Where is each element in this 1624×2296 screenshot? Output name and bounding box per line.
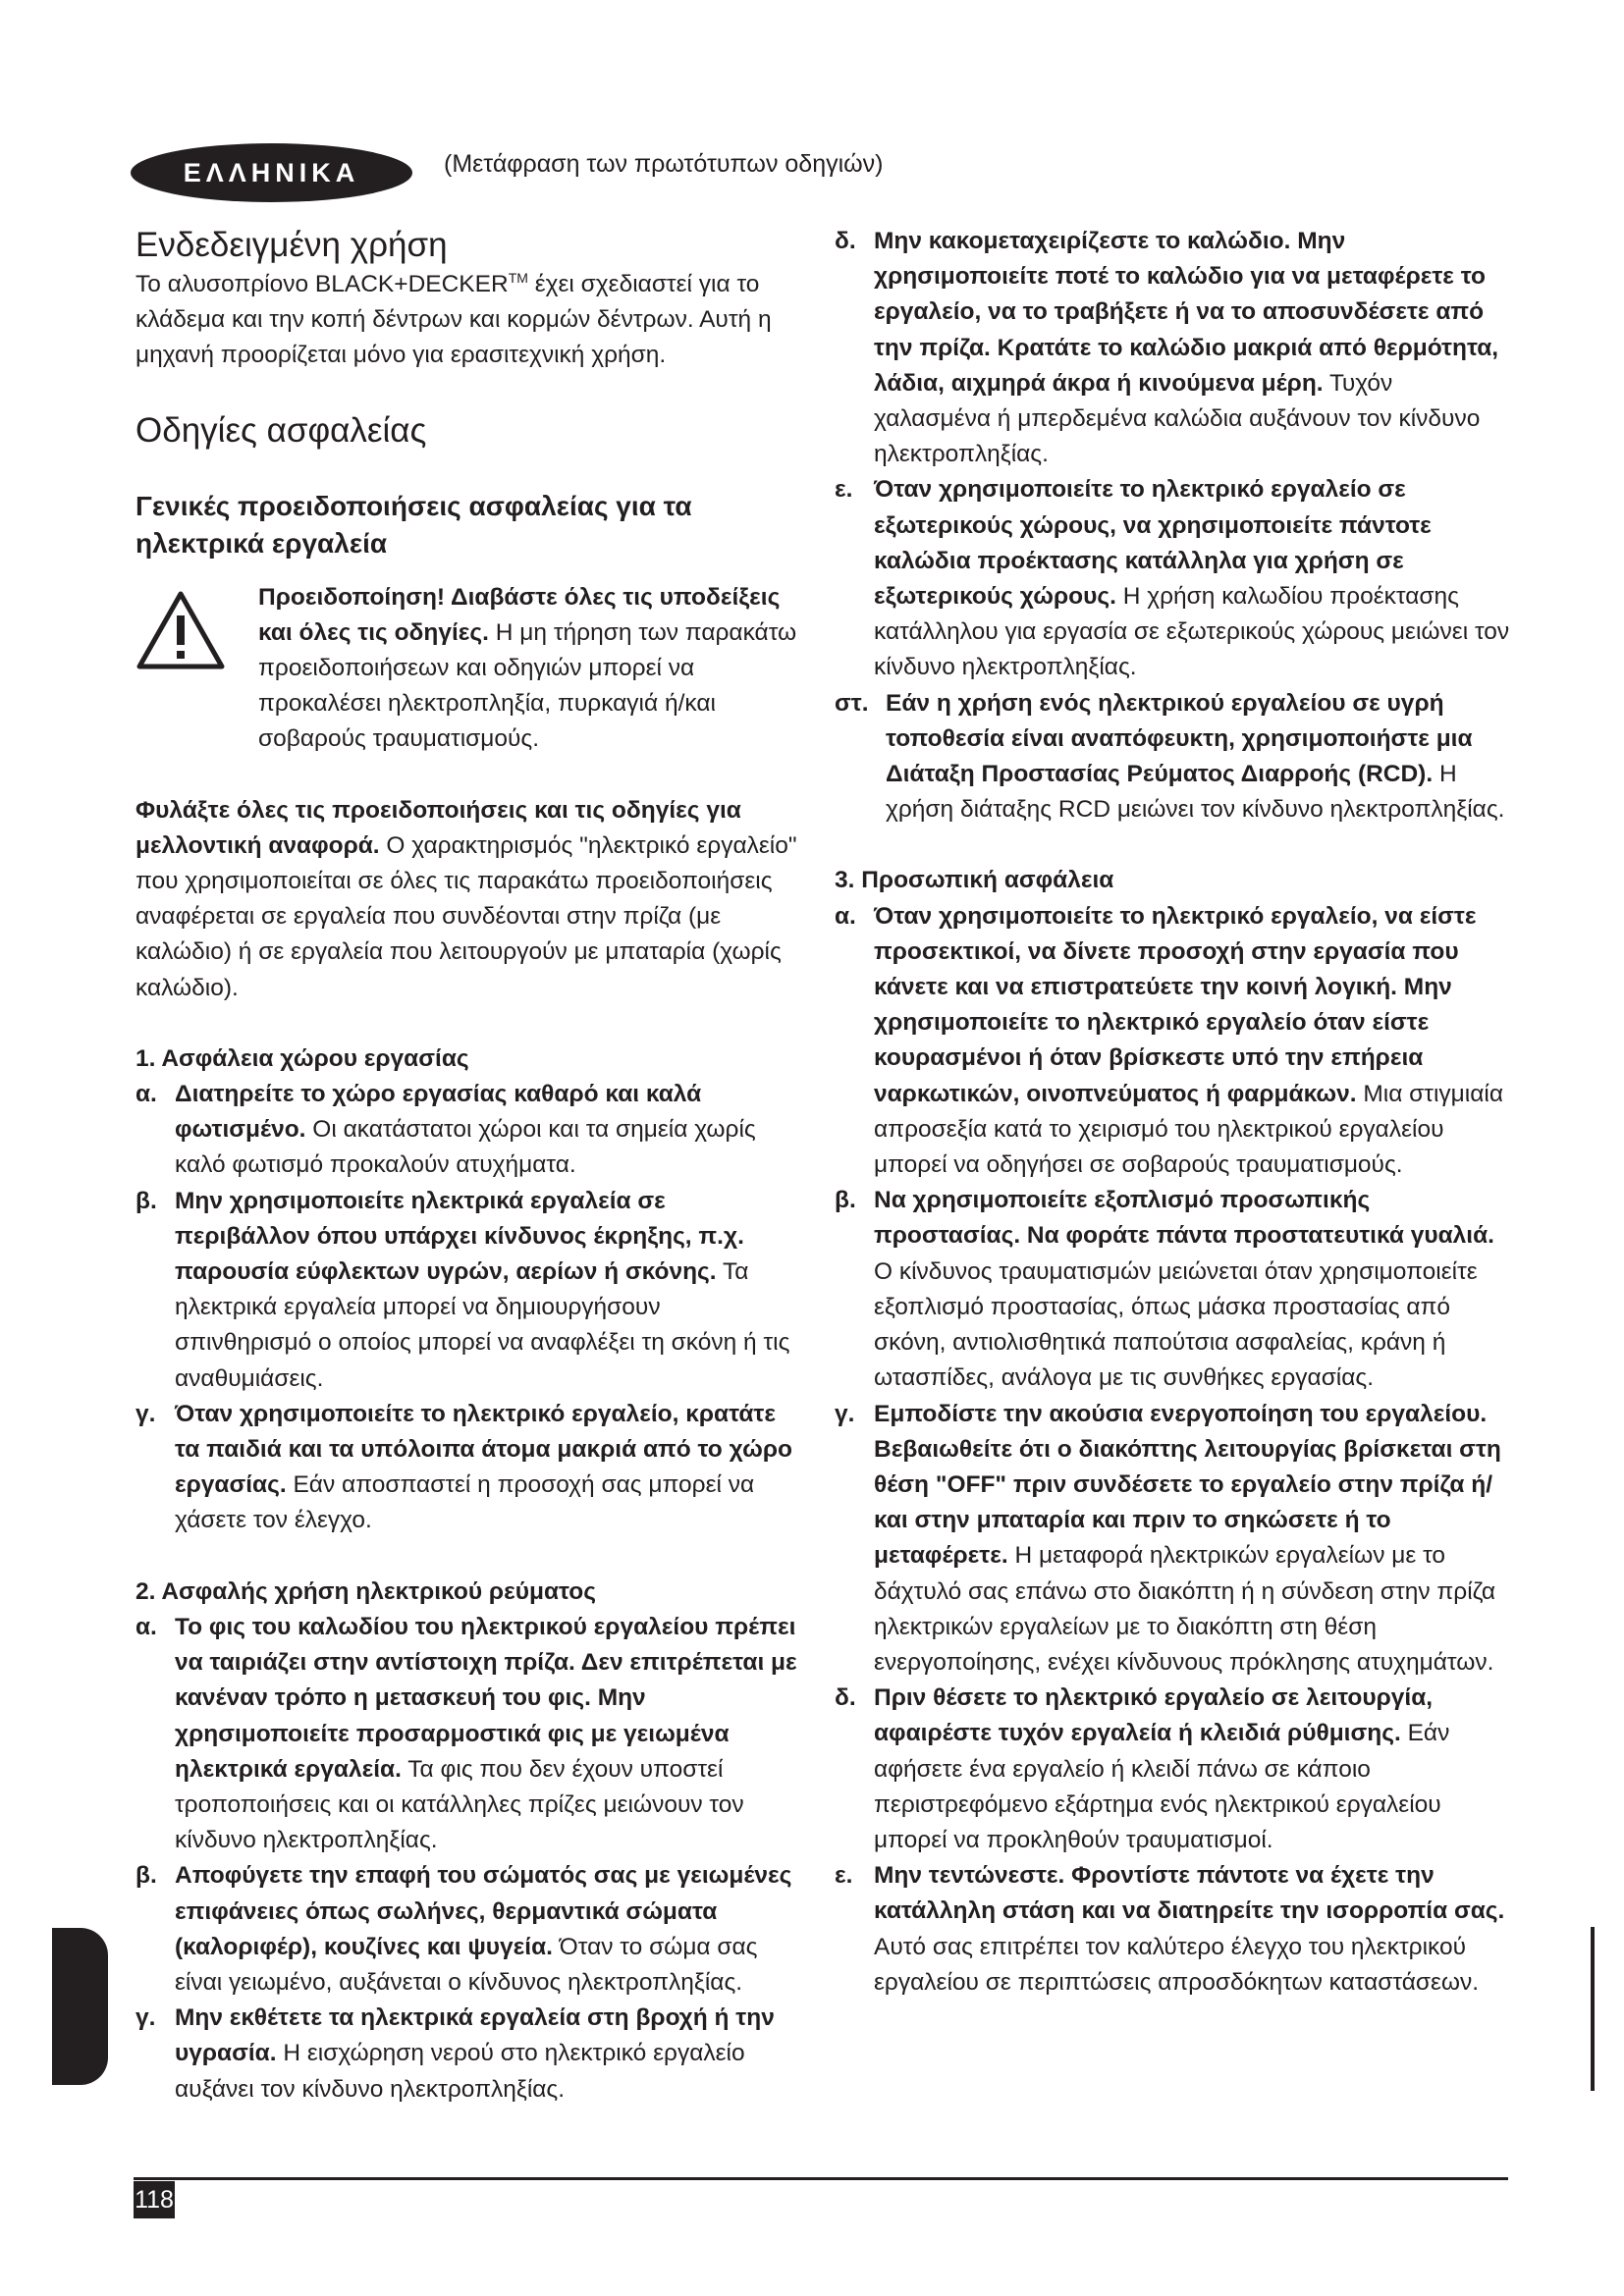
intended-use-title: Ενδεδειγμένη χρήση [135, 226, 448, 264]
page-number: 118 [134, 2181, 175, 2218]
language-badge [131, 143, 412, 202]
list-item: ε. Μην τεντώνεστε. Φροντίστε πάντοτε να έχετε την κατάλληλη στάση και να διατηρείτε την ισορροπία σας. Αυτό σας επιτρέπει τον καλύτερο έλεγχο του ηλεκτρικού εργαλείου σε περιπτώσεις απροσδόκητων καταστάσεων. [835, 1862, 1505, 1996]
section-1-title: 1. Ασφάλεια χώρου εργασίας [135, 1044, 469, 1072]
list-item: α. Διατηρείτε το χώρο εργασίας καθαρό και καλά φωτισμένο. Οι ακατάστατοι χώροι και τα σημεία χωρίς καλό φωτισμό προκαλούν ατυχήματα. [135, 1081, 756, 1179]
left-column [135, 224, 803, 2108]
margin-bar [1591, 1927, 1595, 2091]
footer-rule [134, 2177, 1508, 2180]
keep-instructions-text: Φυλάξτε όλες τις προειδοποιήσεις και τις οδηγίες για μελλοντική αναφορά. Ο χαρακτηρισμός "ηλεκτρικό εργαλείο" που χρησιμοποιείται σε όλες τις παρακάτω προειδοποιήσεις αναφέρεται σε εργαλεία που συνδέονται στην πρίζα (με καλώδιο) ή σε εργαλεία που λειτουργούν με μπαταρία (χωρίς καλώδιο). [135, 796, 797, 1001]
warning-block [135, 580, 803, 758]
safety-title: Οδηγίες ασφαλείας [135, 410, 427, 450]
list-item: γ. Όταν χρησιμοποιείτε το ηλεκτρικό εργαλείο, κρατάτε τα παιδιά και τα υπόλοιπα άτομα μακριά από το χώρο εργασίας. Εάν αποσπαστεί η προσοχή σας μπορεί να χάσετε τον έλεγχο. [135, 1400, 792, 1534]
list-item: δ. Μην κακομεταχειρίζεστε το καλώδιο. Μην χρησιμοποιείτε ποτέ το καλώδιο για να μεταφέρετε το εργαλείο, να το τραβήξετε ή να το αποσυνδέσετε από την πρίζα. Κρατάτε το καλώδιο μακριά από θερμότητα, λάδια, αιχμηρά άκρα ή κινούμενα μέρη. Τυχόν χαλασμένα ή μπερδεμένα καλώδια αυξάνουν τον κίνδυνο ηλεκτροπληξίας. [835, 228, 1499, 468]
warning-triangle-icon [135, 590, 226, 670]
general-warnings-title: Γενικές προειδοποιήσεις ασφαλείας για τα ηλεκτρικά εργαλεία [135, 490, 692, 559]
side-thumb-tab [52, 1928, 108, 2085]
intended-use-text: Το αλυσοπρίονο BLACK+DECKER™ έχει σχεδιαστεί για το κλάδεμα και την κοπή δέντρων και κορμών δέντρων. Αυτή η μηχανή προορίζεται μόνο για ερασιτεχνική χρήση. [135, 269, 772, 369]
list-item: γ. Εμποδίστε την ακούσια ενεργοποίηση του εργαλείου. Βεβαιωθείτε ότι ο διακόπτης λειτουργίας βρίσκεται στη θέση "OFF" πριν συνδέσετε το εργαλείο στην πρίζα ή/και στην μπαταρία και πριν το σηκώσετε ή το μεταφέρετε. Η μεταφορά ηλεκτρικών εργαλείων με το δάχτυλό σας επάνω στο διακόπτη ή η σύνδεση στην πρίζα ηλεκτρικών εργαλείων με το διακόπτη στη θέση ενεργοποίησης, ενέχει κίνδυνους πρόκλησης ατυχημάτων. [835, 1400, 1501, 1676]
list-item: β. Να χρησιμοποιείτε εξοπλισμό προσωπικής προστασίας. Να φοράτε πάντα προστατευτικά γυαλιά. Ο κίνδυνος τραυματισμών μειώνεται όταν χρησιμοποιείτε εξοπλισμό προστασίας, όπως μάσκα προστασίας από σκόνη, αντιολισθητικά παπούτσια ασφαλείας, κράνη ή ωτασπίδες, ανάλογα με τις συνθήκες εργασίας. [835, 1187, 1494, 1392]
list-item: γ. Μην εκθέτετε τα ηλεκτρικά εργαλεία στη βροχή ή την υγρασία. Η εισχώρηση νερού στο ηλεκτρικό εργαλείο αυξάνει τον κίνδυνο ηλεκτροπληξίας. [135, 2004, 775, 2103]
list-item: στ. Εάν η χρήση ενός ηλεκτρικού εργαλείου σε υγρή τοποθεσία είναι αναπόφευκτη, χρησιμοποιήστε μια Διάταξη Προστασίας Ρεύματος Διαρροής (RCD). Η χρήση διάταξης RCD μειώνει τον κίνδυνο ηλεκτροπληξίας. [835, 689, 1505, 824]
list-item: β. Μην χρησιμοποιείτε ηλεκτρικά εργαλεία σε περιβάλλον όπου υπάρχει κίνδυνος έκρηξης, π.χ. παρουσία εύφλεκτων υγρών, αερίων ή σκόνης. Τα ηλεκτρικά εργαλεία μπορεί να δημιουργήσουν σπινθηρισμό ο οποίος μπορεί να αναφλέξει τη σκόνη ή τις αναθυμιάσεις. [135, 1187, 790, 1392]
language-label: ΕΛΛΗΝΙΚΑ [183, 157, 360, 187]
list-item: α. Όταν χρησιμοποιείτε το ηλεκτρικό εργαλείο, να είστε προσεκτικοί, να δίνετε προσοχή στην εργασία που κάνετε και να επιστρατεύετε την κοινή λογική. Μην χρησιμοποιείτε το ηλεκτρικό εργαλείο όταν είστε κουρασμένοι ή όταν βρίσκεστε υπό την επήρεια ναρκωτικών, οινοπνεύματος ή φαρμάκων. Μια στιγμιαία απροσεξία κατά το χειρισμό του ηλεκτρικού εργαλείου μπορεί να οδηγήσει σε σοβαρούς τραυματισμούς. [835, 902, 1503, 1179]
list-item: δ. Πριν θέσετε το ηλεκτρικό εργαλείο σε λειτουργία, αφαιρέστε τυχόν εργαλεία ή κλειδιά ρύθμισης. Εάν αφήσετε ένα εργαλείο ή κλειδί πάνω σε κάποιο περιστρεφόμενο εξάρτημα ενός ηλεκτρικού εργαλείου μπορεί να προκληθούν τραυματισμοί. [835, 1684, 1450, 1853]
list-item: α. Το φις του καλωδίου του ηλεκτρικού εργαλείου πρέπει να ταιριάζει στην αντίστοιχη πρίζα. Δεν επιτρέπεται με κανέναν τρόπο η μετασκευή του φις. Μην χρησιμοποιείτε προσαρμοστικά φις με γειωμένα ηλεκτρικά εργαλεία. Τα φις που δεν έχουν υποστεί τροποποιήσεις και οι κατάλληλες πρίζες μειώνουν τον κίνδυνο ηλεκτροπληξίας. [135, 1613, 797, 1854]
translation-note: (Μετάφραση των πρωτότυπων οδηγιών) [444, 150, 884, 178]
list-item: ε. Όταν χρησιμοποιείτε το ηλεκτρικό εργαλείο σε εξωτερικούς χώρους, να χρησιμοποιείτε πάντοτε καλώδια προέκτασης κατάλληλα για χρήση σε εξωτερικούς χώρους. Η χρήση καλωδίου προέκτασης κατάλληλου για εργασία σε εξωτερικούς χώρους μειώνει τον κίνδυνο ηλεκτροπληξίας. [835, 476, 1510, 681]
right-column [835, 224, 1512, 2001]
section-3-title: 3. Προσωπική ασφάλεια [835, 867, 1114, 894]
section-2-title: 2. Ασφαλής χρήση ηλεκτρικού ρεύματος [135, 1577, 596, 1605]
warning-text: Προειδοποίηση! Διαβάστε όλες τις υποδείξεις και όλες τις οδηγίες. Η μη τήρηση των παρακάτω προειδοποιήσεων και οδηγιών μπορεί να προκαλέσει ηλεκτροπληξία, πυρκαγιά ή/και σοβαρούς τραυματισμούς. [258, 583, 797, 753]
list-item: β. Αποφύγετε την επαφή του σώματός σας με γειωμένες επιφάνειες όπως σωλήνες, θερμαντικά σώματα (καλοριφέρ), κουζίνες και ψυγεία. Όταν το σώμα σας είναι γειωμένο, αυξάνεται ο κίνδυνος ηλεκτροπληξίας. [135, 1862, 792, 1996]
